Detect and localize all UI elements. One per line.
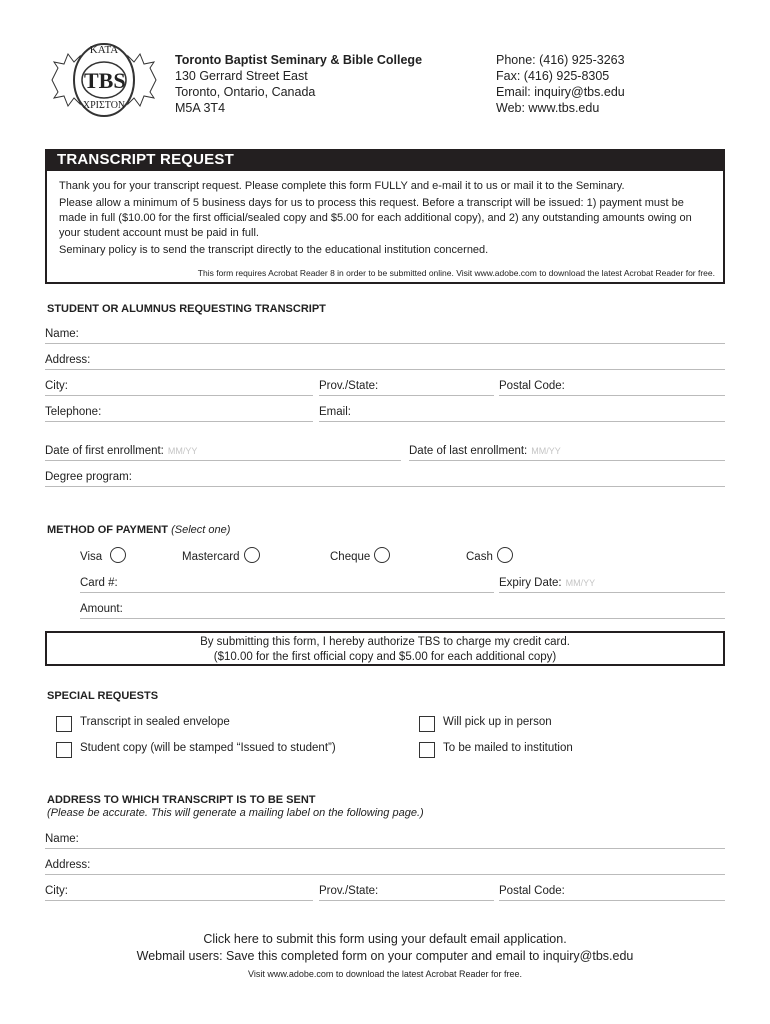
payment-heading-note: (Select one) [171, 524, 231, 536]
intro-p1: Thank you for your transcript request. Please complete this form FULLY and e-mail it to us or mail it to the Seminary. [59, 180, 625, 192]
degree-program-field[interactable] [45, 469, 725, 487]
mailed-checkbox[interactable] [419, 742, 435, 758]
payment-option-visa[interactable] [80, 549, 126, 565]
option-label: Mastercard [182, 551, 240, 564]
label: Expiry Date: [499, 577, 562, 589]
address-line: Toronto, Ontario, Canada [175, 85, 316, 99]
mailing-name-field[interactable] [45, 831, 725, 849]
label: Postal Code: [499, 380, 565, 392]
form-title: TRANSCRIPT REQUEST [45, 149, 725, 171]
student-email-field[interactable] [319, 404, 725, 422]
intro-box [45, 171, 725, 284]
label: Prov./State: [319, 885, 379, 897]
label: Amount: [80, 603, 123, 615]
acrobat-note: This form requires Acrobat Reader 8 in order to be submitted online. Visit www.adobe.com to download the latest Acrobat Reader for free. [197, 268, 715, 278]
auth-line: ($10.00 for the first official copy and $5.00 for each additional copy) [213, 651, 557, 663]
payment-option-mastercard[interactable] [182, 549, 260, 565]
label: Card #: [80, 577, 118, 589]
sealed-envelope-label: Transcript in sealed envelope [80, 716, 230, 728]
student-name-field[interactable] [45, 326, 725, 344]
option-label: Visa [80, 551, 103, 564]
label: Telephone: [45, 406, 102, 418]
org-address-block [175, 52, 422, 116]
label: Prov./State: [319, 380, 379, 392]
label: Address: [45, 354, 91, 366]
label: Postal Code: [499, 885, 565, 897]
mailed-label: To be mailed to institution [443, 742, 573, 754]
label: Degree program: [45, 471, 132, 483]
radio-icon[interactable] [110, 547, 126, 563]
mailing-section-heading: ADDRESS TO WHICH TRANSCRIPT IS TO BE SENT [47, 794, 316, 806]
special-requests-heading: SPECIAL REQUESTS [47, 690, 159, 702]
pickup-label: Will pick up in person [443, 716, 552, 728]
radio-icon[interactable] [497, 547, 513, 563]
radio-icon[interactable] [244, 547, 260, 563]
student-postal-field[interactable] [499, 378, 725, 396]
tbs-logo [44, 40, 164, 120]
option-label: Cheque [330, 551, 371, 564]
logo-monogram: TBS [84, 68, 126, 93]
card-number-field[interactable] [80, 575, 494, 593]
mailing-postal-field[interactable] [499, 883, 725, 901]
payment-heading-text: METHOD OF PAYMENT [47, 524, 169, 536]
date-placeholder: MM/YY [531, 446, 561, 456]
mailing-address-field[interactable] [45, 857, 725, 875]
label: Address: [45, 859, 91, 871]
auth-line: By submitting this form, I hereby authorize TBS to charge my credit card. [200, 636, 570, 648]
intro-p3: Seminary policy is to send the transcript directly to the educational institution concerned. [59, 244, 489, 256]
intro-p2: Please allow a minimum of 5 business days for us to process this request. Before a transcript will be issued: 1) payment must be made in full ($10.00 for the first official/sealed copy and $5.00 for each additional copy), and 2) any outstanding amounts owing on your student account must be paid in full. [59, 197, 692, 239]
student-address-field[interactable] [45, 352, 725, 370]
phone: Phone: (416) 925-3263 [496, 53, 625, 67]
mailing-prov-field[interactable] [319, 883, 494, 901]
amount-field[interactable] [80, 601, 725, 619]
address-line: 130 Gerrard Street East [175, 69, 308, 83]
authorization-box [45, 631, 725, 666]
logo-bottom-text: ΧΡΙΣΤΟΝ [82, 100, 126, 111]
student-prov-field[interactable] [319, 378, 494, 396]
payment-section-heading [47, 524, 230, 536]
address-line: M5A 3T4 [175, 101, 226, 115]
email[interactable]: Email: inquiry@tbs.edu [496, 85, 625, 99]
label: Date of first enrollment: [45, 445, 164, 457]
payment-option-cheque[interactable] [330, 549, 390, 565]
sealed-envelope-checkbox[interactable] [56, 716, 72, 732]
date-placeholder: MM/YY [565, 578, 596, 588]
first-enrollment-field[interactable] [45, 443, 401, 461]
radio-icon[interactable] [374, 547, 390, 563]
payment-option-cash[interactable] [466, 549, 513, 565]
student-city-field[interactable] [45, 378, 313, 396]
student-telephone-field[interactable] [45, 404, 313, 422]
mailing-note: (Please be accurate. This will generate a mailing label on the following page.) [47, 807, 424, 819]
student-copy-label: Student copy (will be stamped “Issued to student”) [80, 742, 336, 754]
label: Name: [45, 328, 79, 340]
web[interactable]: Web: www.tbs.edu [496, 101, 600, 115]
mailing-city-field[interactable] [45, 883, 313, 901]
student-copy-checkbox[interactable] [56, 742, 72, 758]
contact-block [496, 52, 625, 116]
fax: Fax: (416) 925-8305 [496, 69, 610, 83]
student-section-heading: STUDENT OR ALUMNUS REQUESTING TRANSCRIPT [47, 303, 326, 315]
org-name: Toronto Baptist Seminary & Bible College [175, 53, 423, 67]
last-enrollment-field[interactable] [409, 443, 725, 461]
option-label: Cash [466, 551, 493, 564]
date-placeholder: MM/YY [167, 446, 198, 456]
submit-email-link[interactable]: Click here to submit this form using your default email application. [203, 932, 567, 946]
expiry-date-field[interactable] [499, 575, 725, 593]
logo-top-text: ΚΑΤΑ [89, 44, 119, 56]
label: City: [45, 380, 68, 392]
label: Date of last enrollment: [409, 445, 528, 457]
label: Name: [45, 833, 79, 845]
pickup-checkbox[interactable] [419, 716, 435, 732]
acrobat-footer-note: Visit www.adobe.com to download the latest Acrobat Reader for free. [248, 969, 522, 979]
label: Email: [319, 406, 351, 418]
label: City: [45, 885, 68, 897]
webmail-instructions: Webmail users: Save this completed form on your computer and email to inquiry@tbs.edu [136, 949, 634, 963]
